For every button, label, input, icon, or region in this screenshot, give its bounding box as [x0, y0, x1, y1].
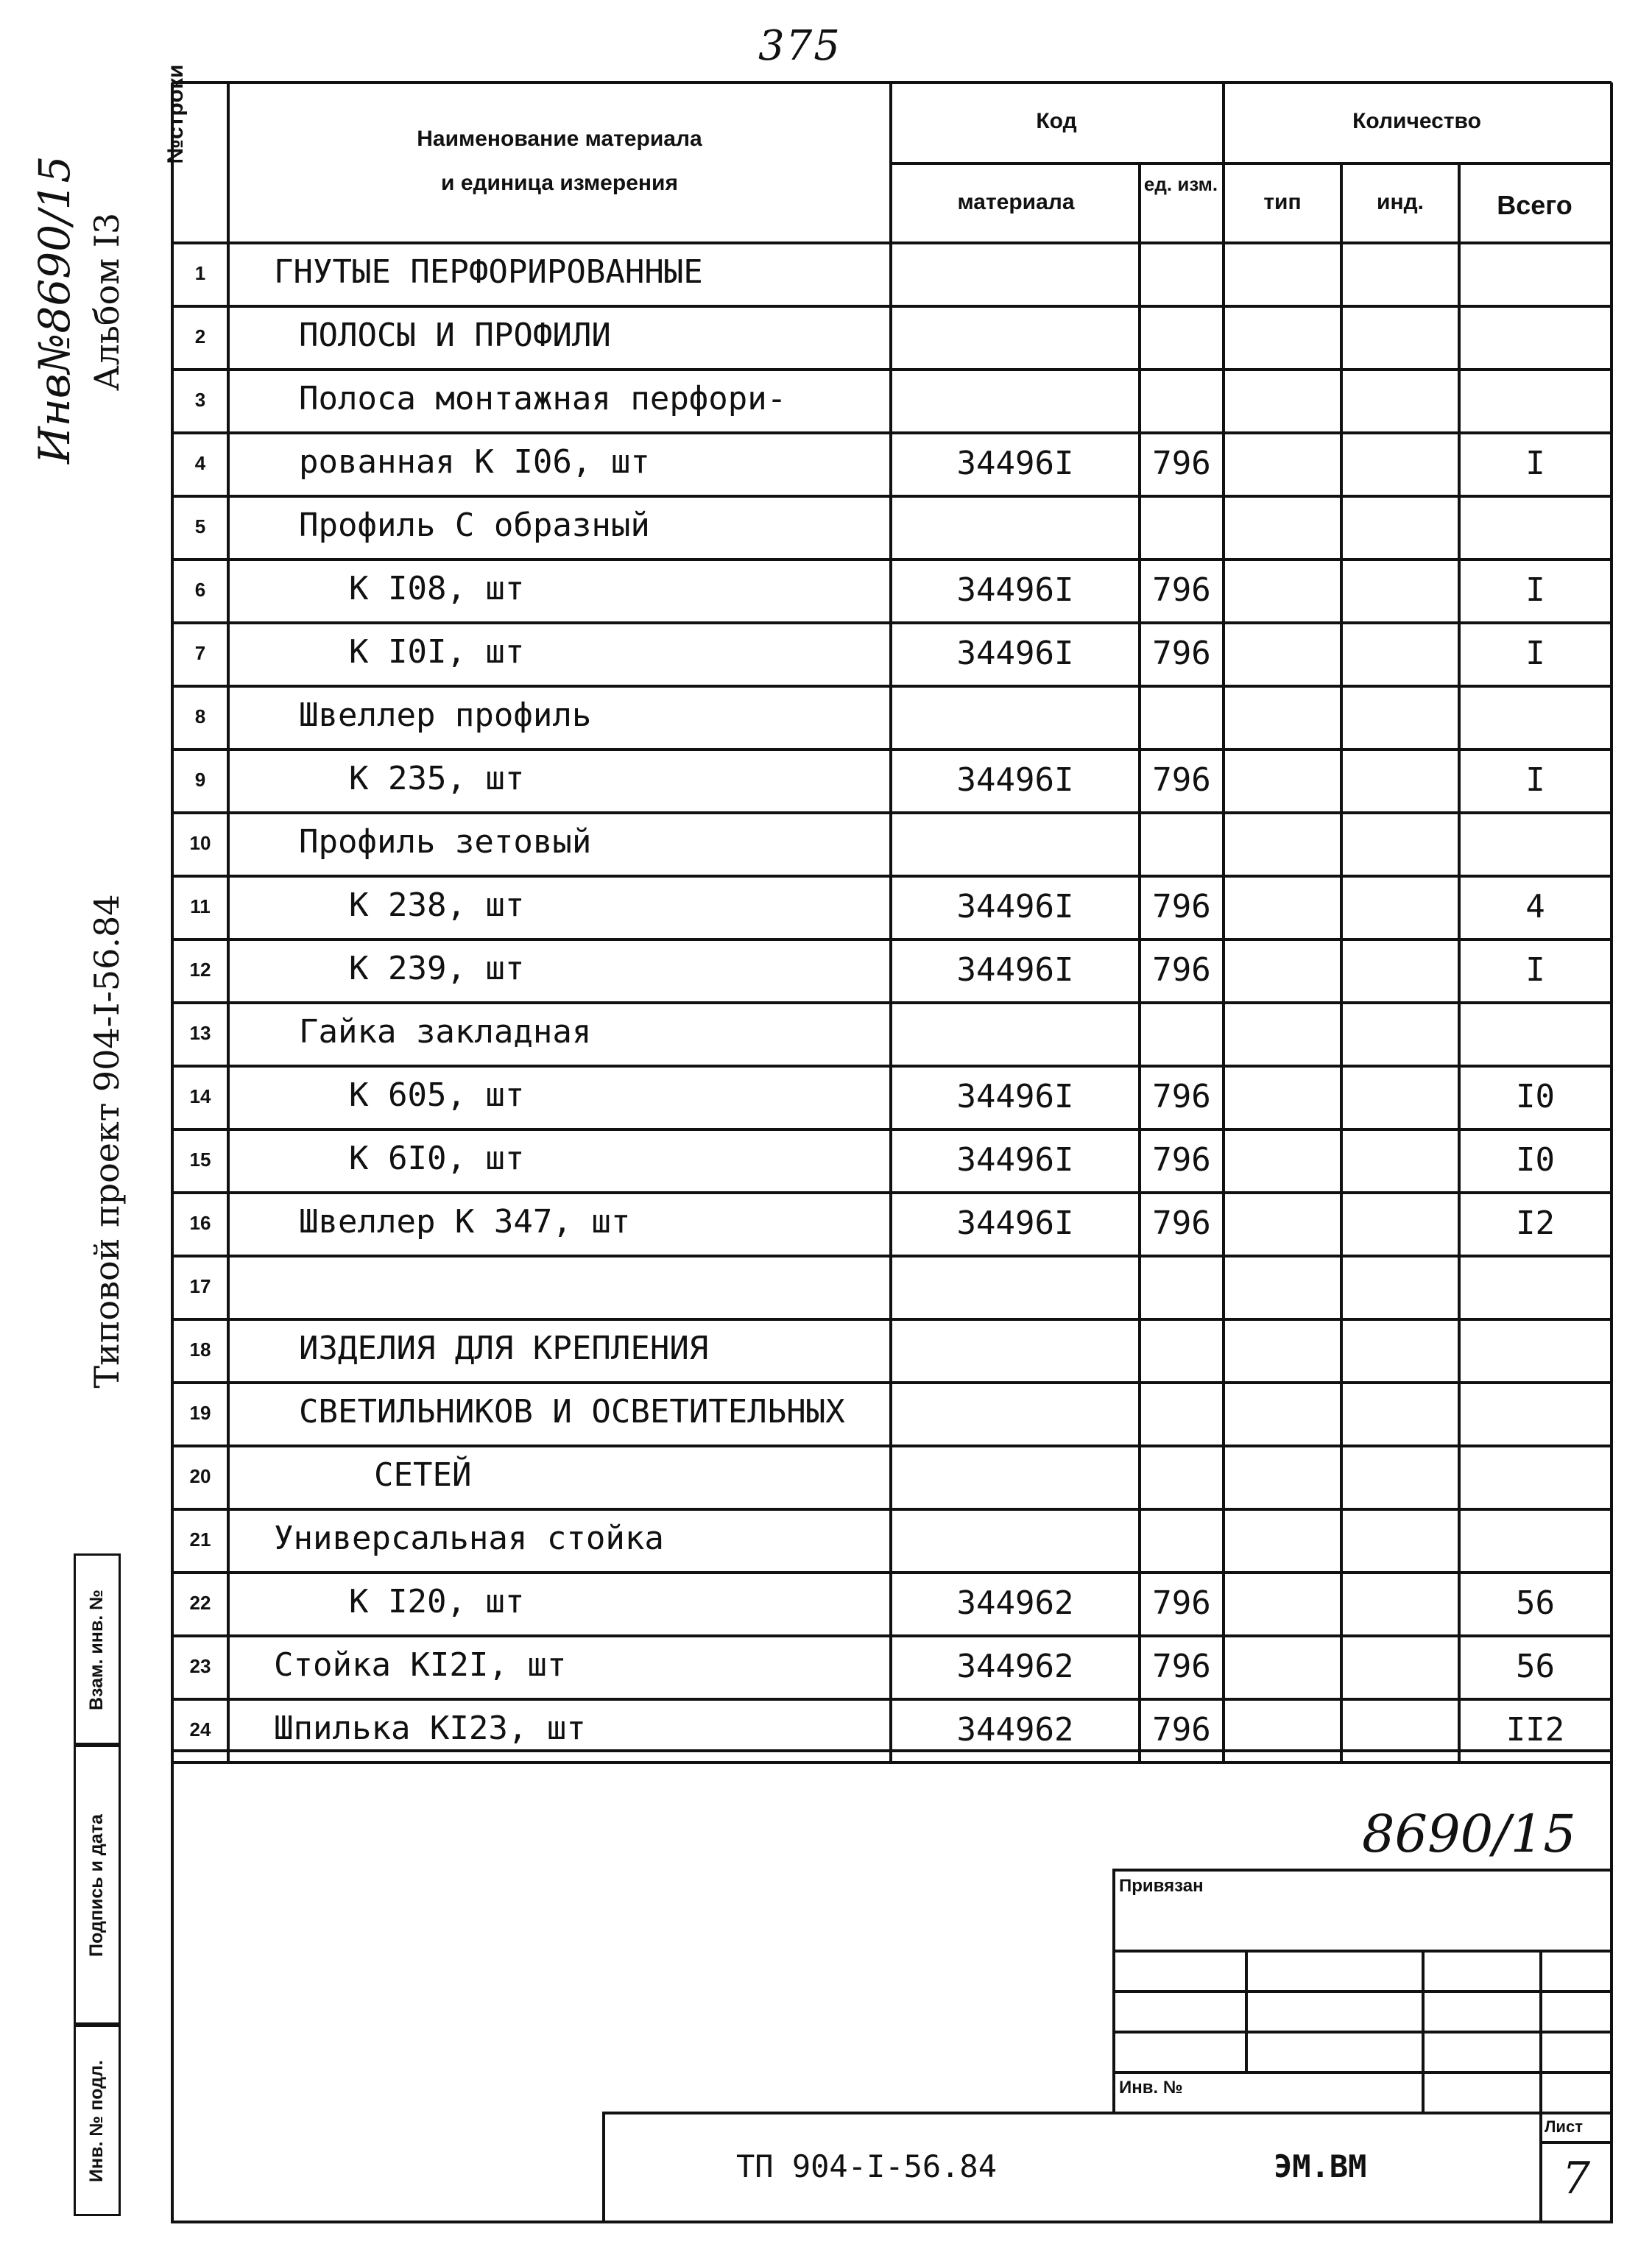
handwritten-inventory-number: Инв№8690/15 — [29, 155, 80, 464]
row-number: 22 — [189, 1592, 211, 1614]
row-number: 17 — [189, 1275, 211, 1297]
quantity-total: I0 — [1516, 1078, 1555, 1115]
stamp-signature-date-label: Подпись и дата — [86, 1814, 107, 1957]
row-number: 15 — [189, 1149, 211, 1171]
quantity-total: I0 — [1516, 1141, 1555, 1179]
material-code: 344962 — [956, 1648, 1074, 1685]
row-number: 19 — [189, 1402, 211, 1424]
quantity-total: I — [1525, 571, 1545, 609]
header-qty-type: тип — [1263, 190, 1302, 214]
project-label: Типовой проект 904-I-56.84 — [87, 894, 127, 1389]
unit-code: 796 — [1152, 571, 1211, 609]
material-name: Универсальная стойка — [274, 1520, 664, 1557]
material-code: 344962 — [956, 1711, 1074, 1749]
material-name: К I20, шт — [349, 1583, 525, 1620]
material-code: 344962 — [956, 1584, 1074, 1622]
unit-code: 796 — [1152, 1141, 1211, 1179]
row-number: 5 — [194, 515, 206, 537]
header-qty-ind: инд. — [1377, 190, 1424, 214]
material-code: 34496I — [956, 1141, 1074, 1179]
material-code: 34496I — [956, 761, 1074, 799]
quantity-total: I — [1525, 761, 1545, 799]
row-number: 13 — [189, 1022, 211, 1044]
header-row-number: №строки — [163, 64, 188, 164]
material-name: ИЗДЕЛИЯ ДЛЯ КРЕПЛЕНИЯ — [299, 1330, 709, 1367]
material-name: ГНУТЫЕ ПЕРФОРИРОВАННЫЕ — [274, 253, 703, 291]
row-number: 8 — [194, 705, 206, 727]
quantity-total: I — [1525, 445, 1545, 482]
header-code-material: материала — [957, 190, 1075, 214]
material-name: Швеллер профиль — [299, 696, 592, 734]
quantity-total: 56 — [1516, 1648, 1555, 1685]
row-number: 9 — [194, 769, 206, 791]
row-number: 11 — [190, 895, 211, 917]
material-name: Полоса монтажная перфори- — [299, 380, 787, 417]
material-code: 34496I — [956, 635, 1074, 672]
material-name: К I08, шт — [349, 570, 525, 607]
material-name: К 238, шт — [349, 886, 525, 924]
row-number: 12 — [189, 959, 211, 981]
row-number: 23 — [189, 1655, 211, 1677]
title-block-bound-label: Привязан — [1119, 1876, 1204, 1896]
row-number: 1 — [194, 262, 206, 284]
sheet-label: Лист — [1545, 2117, 1583, 2136]
album-label: Альбом I3 — [87, 212, 127, 392]
row-number: 16 — [189, 1212, 211, 1234]
row-number: 4 — [194, 452, 206, 474]
unit-code: 796 — [1152, 1204, 1211, 1242]
material-name: К 235, шт — [349, 760, 525, 797]
material-name: СЕТЕЙ — [374, 1456, 472, 1494]
header-name-line2: и единица измерения — [441, 171, 678, 195]
material-code: 34496I — [956, 1204, 1074, 1242]
quantity-total: 56 — [1516, 1584, 1555, 1622]
material-code: 34496I — [956, 571, 1074, 609]
material-code: 34496I — [956, 445, 1074, 482]
material-name: К 239, шт — [349, 950, 525, 987]
row-number: 21 — [189, 1528, 211, 1551]
handwritten-sheet-reference: 8690/15 — [1362, 1804, 1576, 1864]
unit-code: 796 — [1152, 761, 1211, 799]
header-name-line1: Наименование материала — [417, 127, 702, 151]
material-name: Профиль С образный — [299, 507, 650, 544]
unit-code: 796 — [1152, 1648, 1211, 1685]
quantity-total: II2 — [1505, 1711, 1565, 1749]
material-code: 34496I — [956, 888, 1074, 925]
title-block-inventory-label: Инв. № — [1119, 2078, 1183, 2098]
document-section: ЭМ.ВМ — [1274, 2148, 1367, 2184]
row-number: 14 — [189, 1085, 211, 1107]
header-code-unit: ед. изм. — [1143, 173, 1218, 195]
unit-code: 796 — [1152, 1584, 1211, 1622]
material-name: ПОЛОСЫ И ПРОФИЛИ — [299, 317, 611, 354]
page-number: 375 — [758, 22, 841, 70]
material-name: Шпилька КI23, шт — [274, 1710, 586, 1747]
quantity-total: I2 — [1516, 1204, 1555, 1242]
quantity-total: 4 — [1525, 888, 1545, 925]
stamp-original-inventory-label: Инв. № подл. — [86, 2060, 107, 2182]
header-code-group: Код — [1036, 109, 1077, 133]
row-number: 10 — [189, 832, 211, 854]
quantity-total: I — [1525, 635, 1545, 672]
unit-code: 796 — [1152, 888, 1211, 925]
header-qty-total: Всего — [1497, 190, 1572, 220]
row-number: 24 — [189, 1718, 211, 1740]
material-name: К I0I, шт — [349, 633, 525, 671]
unit-code: 796 — [1152, 635, 1211, 672]
header-qty-group: Количество — [1352, 109, 1481, 133]
row-number: 3 — [194, 389, 206, 411]
material-code: 34496I — [956, 951, 1074, 989]
material-code: 34496I — [956, 1078, 1074, 1115]
row-number: 20 — [189, 1465, 211, 1487]
material-name: Швеллер К 347, шт — [299, 1203, 631, 1241]
document-code: ТП 904-I-56.84 — [736, 2148, 998, 2184]
row-number: 2 — [194, 325, 206, 348]
unit-code: 796 — [1152, 1711, 1211, 1749]
material-name: СВЕТИЛЬНИКОВ И ОСВЕТИТЕЛЬНЫХ — [299, 1393, 845, 1431]
unit-code: 796 — [1152, 1078, 1211, 1115]
row-number: 6 — [194, 579, 206, 601]
unit-code: 796 — [1152, 445, 1211, 482]
material-name: К 605, шт — [349, 1076, 525, 1114]
sheet-number: 7 — [1562, 2153, 1591, 2204]
material-name: рованная К I06, шт — [299, 443, 650, 481]
material-name: К 6I0, шт — [349, 1140, 525, 1177]
material-name: Стойка КI2I, шт — [274, 1646, 567, 1684]
stamp-replacement-inventory-label: Взам. инв. № — [86, 1589, 107, 1711]
quantity-total: I — [1525, 951, 1545, 989]
row-number: 7 — [194, 642, 206, 664]
material-name: Профиль зетовый — [299, 823, 592, 861]
row-number: 18 — [189, 1338, 211, 1361]
unit-code: 796 — [1152, 951, 1211, 989]
material-name: Гайка закладная — [299, 1013, 592, 1051]
